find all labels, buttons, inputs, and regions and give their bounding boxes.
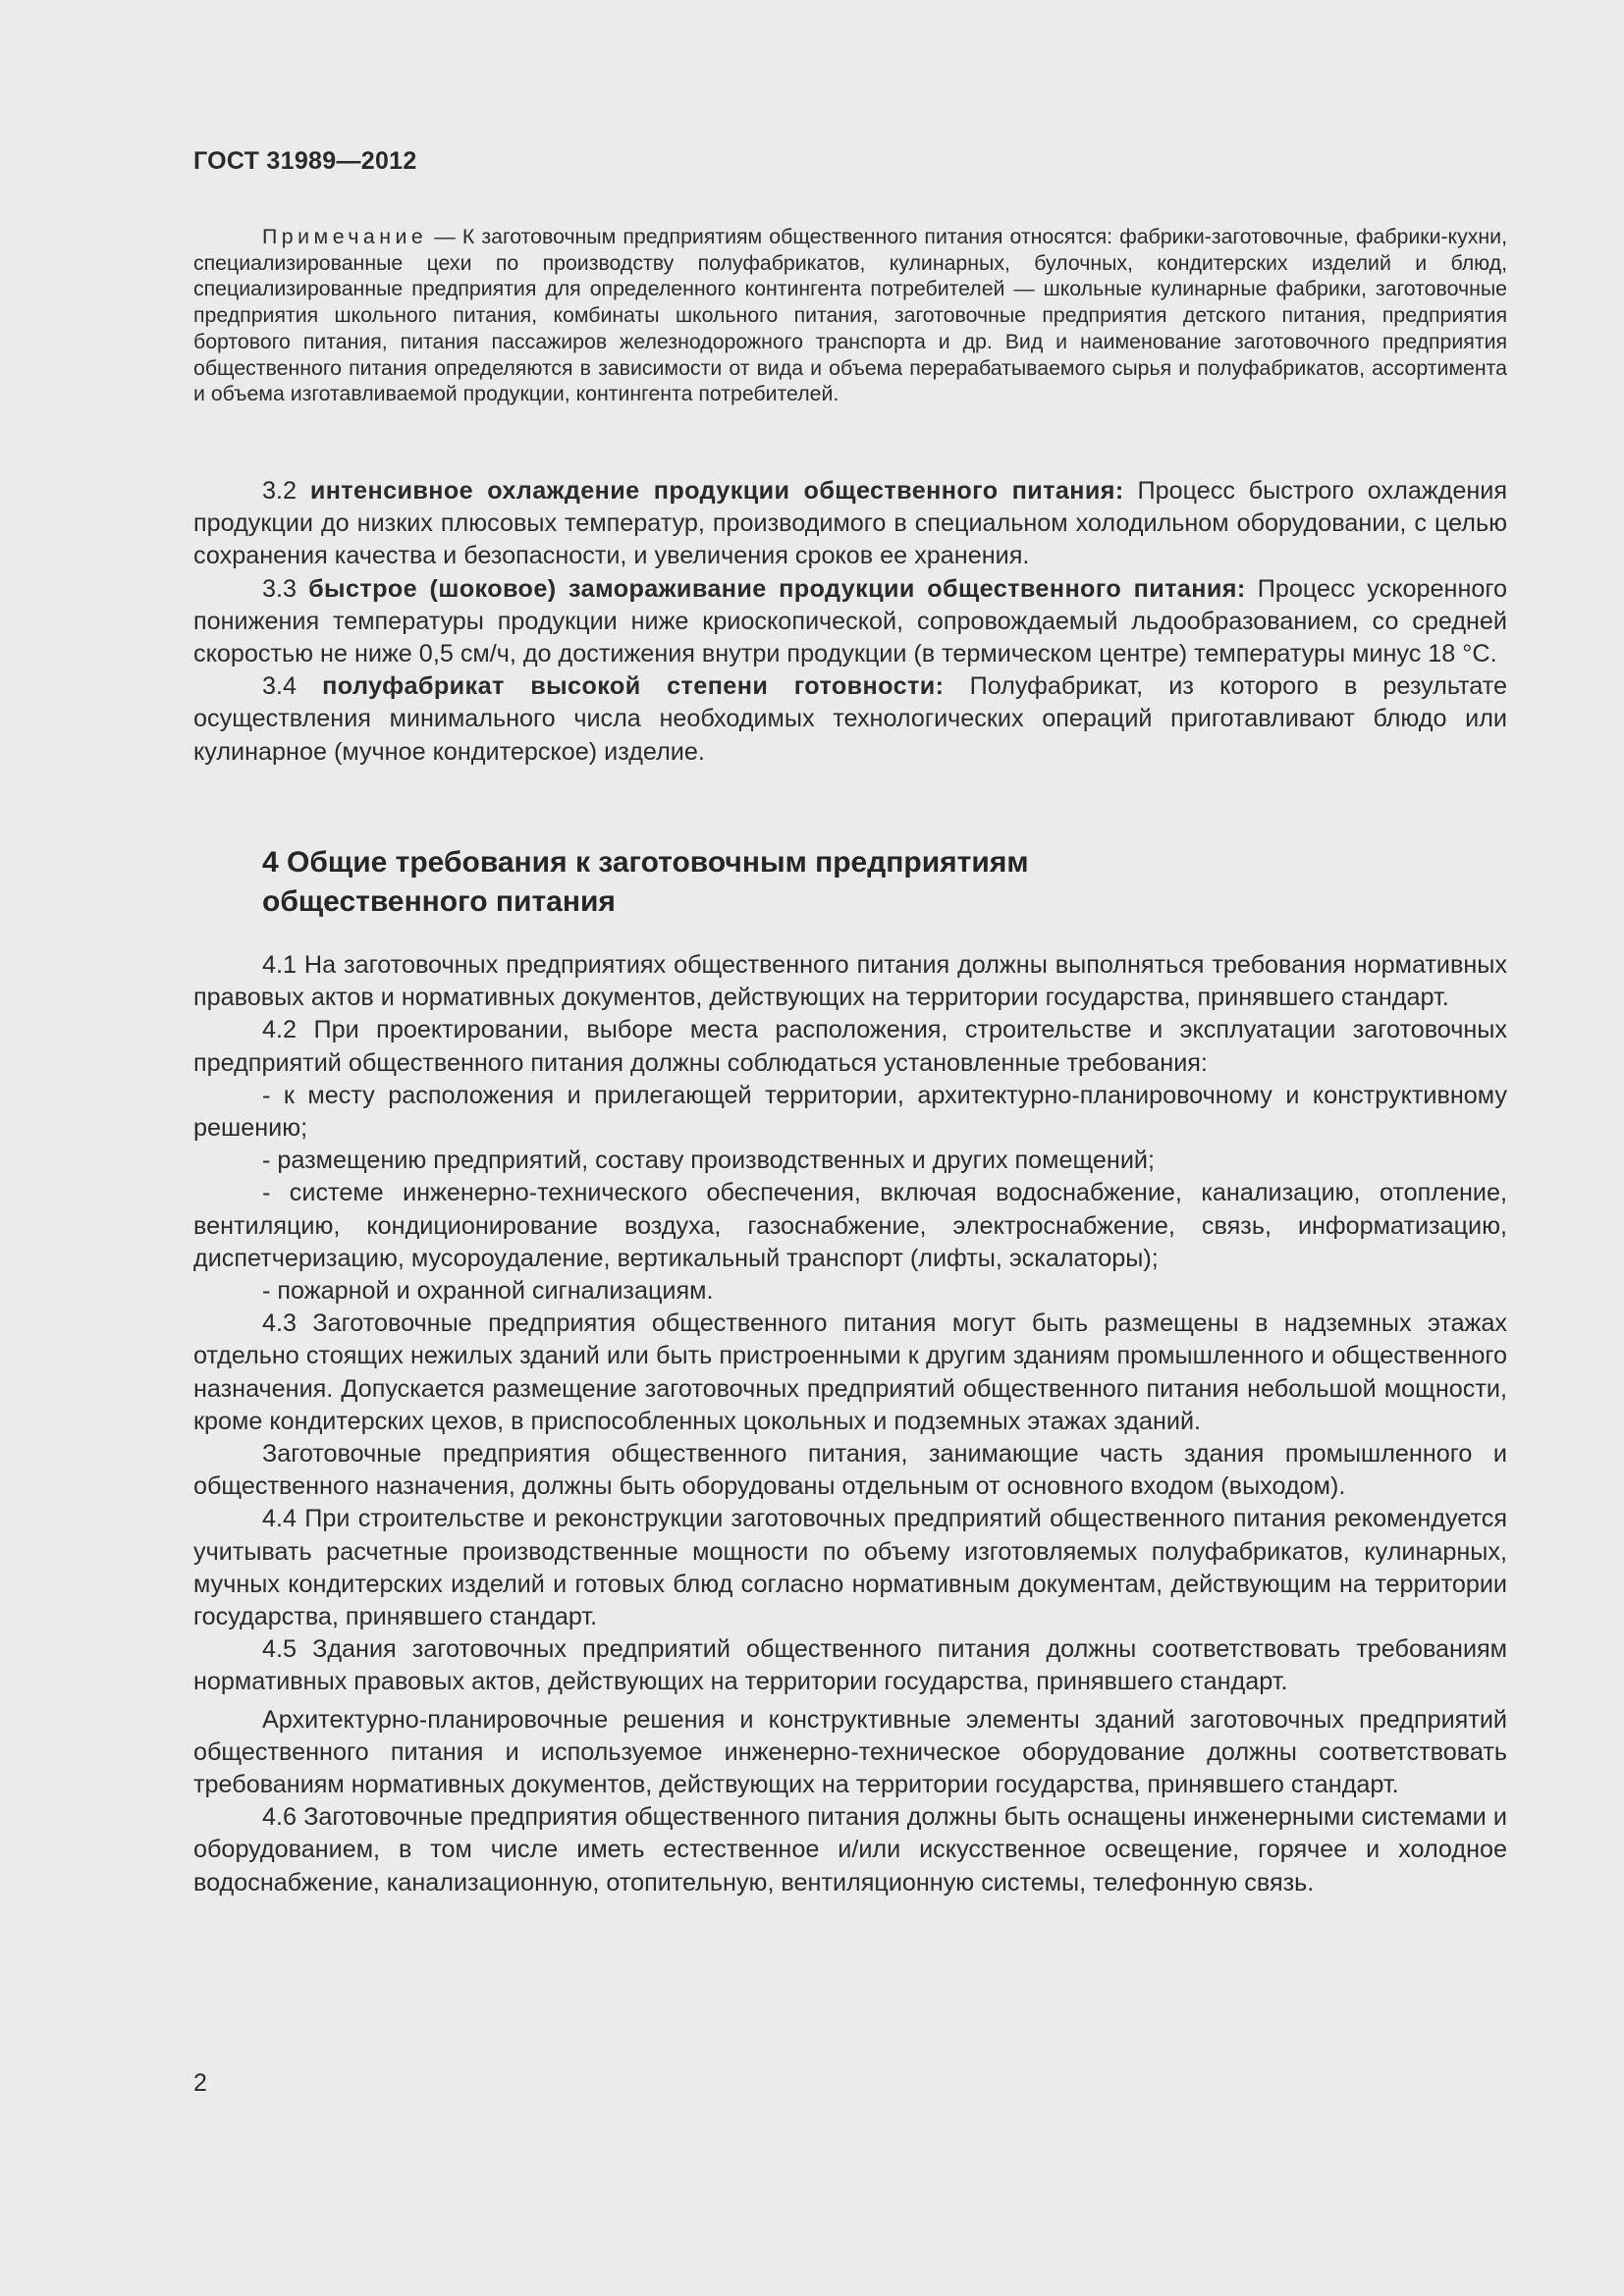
clause-term: быстрое (шоковое) замораживание продукции общественного питания: [308, 574, 1246, 603]
clause-definition: Процесс быстрого охлаждения продукции до низких плюсовых температур, производимого в специальном холодильном оборудовании, с целью сохранения качества и безопасности, и увеличения сроков ее хранения. [193, 477, 1508, 570]
clause-4-4: 4.4 При строительстве и реконструкции заготовочных предприятий общественного питания рекомендуется учитывать расчетные производственные мощности по объему изготовляемых полуфабрикатов, кулинарных, мучных кондитерских изделий и готовых блюд согласно нормативным документам, действующим на территории государства, принявшего стандарт. [193, 1505, 1507, 1631]
clauses-section-4 [193, 949, 1507, 1899]
clause-4-1: 4.1 На заготовочных предприятиях общественного питания должны выполняться требования нормативных правовых актов и нормативных документов, действующих на территории государства, принявшего стандарт. [193, 951, 1507, 1012]
clause-3-4 [193, 670, 1507, 769]
clause-4-3: 4.3 Заготовочные предприятия общественного питания могут быть размещены в надземных этажах отдельно стоящих нежилых зданий или быть пристроенными к другим зданиям промышленного и общественного назначения. Допускается размещение заготовочных предприятий общественного питания небольшой мощности, кроме кондитерских цехов, в приспособленных цокольных и подземных этажах зданий. [193, 1309, 1507, 1435]
clause-term: полуфабрикат высокой степени готовности: [322, 672, 945, 701]
list-item-engineering: - системе инженерно-технического обеспечения, включая водоснабжение, канализацию, отопление, вентиляцию, кондиционирование воздуха, газоснабжение, электроснабжение, связь, информатизацию, диспетчеризацию, мусороудаление, вертикальный транспорт (лифты, эскалаторы); [193, 1179, 1507, 1272]
clause-3-2 [193, 475, 1507, 573]
clause-4-3-continued: Заготовочные предприятия общественного питания, занимающие часть здания промышленного и общественного назначения, должны быть оборудованы отдельным от основного входом (выходом). [193, 1440, 1507, 1501]
section-4-title [262, 843, 1244, 922]
clause-number: 3.3 [262, 574, 309, 603]
clause-4-2: 4.2 При проектировании, выборе места расположения, строительстве и эксплуатации заготовочных предприятий общественного питания должны соблюдаться установленные требования: [193, 1016, 1507, 1077]
clause-term: интенсивное охлаждение продукции общественного питания: [309, 477, 1124, 505]
clause-definition: Процесс ускоренного понижения температуры продукции ниже криоскопической, сопровождаемый льдообразованием, со средней скоростью не ниже 0,5 см/ч, до достижения внутри продукции (в термическом центре) температуры минус 18 °С. [193, 574, 1508, 668]
list-item-alarm: - пожарной и охранной сигнализациям. [262, 1277, 714, 1306]
document-id-header: ГОСТ 31989—2012 [193, 147, 417, 175]
section-title-line-1: 4 Общие требования к заготовочным предприятиям [262, 846, 1029, 879]
note-label: Примечание [262, 225, 428, 248]
section-title-line-2: общественного питания [262, 885, 616, 918]
clause-4-5: 4.5 Здания заготовочных предприятий общественного питания должны соответствовать требованиям нормативных правовых актов, действующих на территории государства, принявшего стандарт. [193, 1635, 1507, 1696]
clauses-section-3 [193, 475, 1507, 769]
clause-3-3 [193, 573, 1507, 671]
page-number: 2 [193, 2069, 207, 2097]
list-item-location: - к месту расположения и прилегающей территории, архитектурно-планировочному и конструктивному решению; [193, 1081, 1507, 1143]
note-paragraph [193, 224, 1507, 407]
list-item-placement: - размещению предприятий, составу производственных и других помещений; [262, 1147, 1155, 1175]
clause-4-5-continued: Архитектурно-планировочные решения и конструктивные элементы зданий заготовочных предприятий общественного питания и используемое инженерно-техническое оборудование должны соответствовать требованиям нормативных документов, действующих на территории государства, принявшего стандарт. [193, 1705, 1507, 1799]
clause-number: 3.2 [262, 477, 310, 505]
clause-number: 3.4 [262, 672, 323, 701]
document-page [193, 0, 1507, 2296]
note-text: — К заготовочным предприятиям общественного питания относятся: фабрики-заготовочные, фабрики-кухни, специализированные цехи по производству полуфабрикатов, кулинарных, булочных, кондитерских изделий и блюд, специализированные предприятия для определенного контингента потребителей — школьные кулинарные фабрики, заготовочные предприятия школьного питания, комбинаты школьного питания, заготовочные предприятия детского питания, предприятия бортового питания, питания пассажиров железнодорожного транспорта и др. Вид и наименование заготовочного предприятия общественного питания определяются в зависимости от вида и объема перерабатываемого сырья и полуфабрикатов, ассортимента и объема изготавливаемой продукции, контингента потребителей. [193, 225, 1507, 406]
clause-definition: Полуфабрикат, из которого в результате осуществления минимального числа необходимых технологических операций приготавливают блюдо или кулинарное (мучное кондитерское) изделие. [193, 672, 1508, 766]
clause-4-6: 4.6 Заготовочные предприятия общественного питания должны быть оснащены инженерными системами и оборудованием, в том числе иметь естественное и/или искусственное освещение, горячее и холодное водоснабжение, канализационную, отопительную, вентиляционную системы, телефонную связь. [193, 1803, 1507, 1896]
